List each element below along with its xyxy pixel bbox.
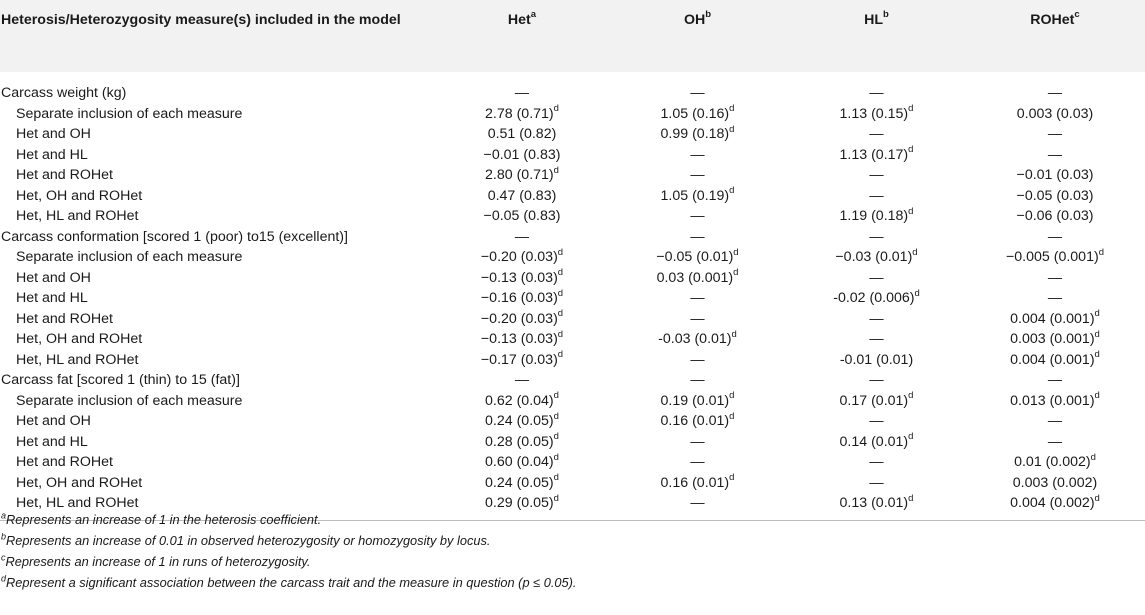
cell-hl [788,104,965,125]
cell-hl [788,227,965,248]
significance-marker: d [733,246,739,258]
cell-het [437,452,607,473]
header-het-label: Het [507,12,531,28]
table-row [0,329,1145,350]
trait-label: Carcass fat [scored 1 (thin) to 15 (fat)] [1,372,240,389]
cell-value: −0.01 (0.03) [1016,167,1094,184]
header-hl-label: HL [864,12,884,28]
cell-hl [788,309,965,330]
significance-marker: d [1094,390,1100,402]
header-hl [788,0,965,72]
cell-value: — [1047,146,1063,163]
cell-het [437,124,607,145]
cell-value: — [690,454,705,471]
cell-value: — [690,208,705,225]
cell-value: — [869,126,884,143]
cell-oh [607,247,788,268]
significance-marker: d [557,287,564,299]
cell-het [437,227,607,248]
cell-value: — [514,372,530,389]
significance-marker: d [729,103,735,115]
cell-rohet [965,186,1145,207]
cell-value: — [869,413,884,430]
cell-value: — [869,310,884,327]
cell-value: 1.13 (0.15) [839,105,909,122]
cell-het [437,391,607,412]
footnote-text: Represents an increase of 1 in runs of heterozygosity. [5,554,311,569]
model-label: Het, OH and ROHet [16,474,143,491]
cell-het [437,411,607,432]
model-label: Het and ROHet [16,310,113,327]
table-row [0,391,1145,412]
cell-value: — [690,146,705,163]
model-label: Separate inclusion of each measure [16,105,243,122]
cell-het [437,186,607,207]
significance-marker: d [557,349,564,361]
cell-value: 0.03 (0.001) [656,269,734,286]
cell-value: −0.06 (0.03) [1016,208,1094,225]
cell-value: — [690,85,705,102]
cell-value: — [869,85,884,102]
footnote [1,551,576,572]
model-label: Het and ROHet [16,454,113,471]
cell-value: — [1047,85,1063,102]
model-label: Het, OH and ROHet [16,187,143,204]
cell-het [437,329,607,350]
cell-value: 0.004 (0.001) [1010,351,1095,368]
significance-marker: d [908,431,914,443]
cell-value: −0.01 (0.83) [483,146,561,163]
table-body [0,72,1145,520]
cell-hl [788,473,965,494]
model-label: Het and ROHet [16,167,113,184]
significance-marker: d [557,308,564,320]
significance-marker: d [1098,246,1104,258]
significance-marker: d [557,328,564,340]
cell-value: −0.13 (0.03) [480,331,558,348]
footnote-text: Represents an increase of 1 in the heterosis coefficient. [6,512,322,527]
cell-value: 0.28 (0.05) [485,433,554,450]
significance-marker: d [1094,492,1100,504]
cell-oh [607,288,788,309]
cell-het [437,268,607,289]
header-hl-sup: b [883,9,889,21]
footnote-text: Represent a significant association between the carcass trait and the measure in question (p ≤ 0.05). [6,575,577,590]
table-row [0,452,1145,473]
significance-marker: d [1090,451,1096,463]
cell-value: — [1047,433,1063,450]
model-label: Separate inclusion of each measure [16,249,243,266]
cell-het [437,473,607,494]
table-row [0,124,1145,145]
table-header [0,0,1145,72]
cell-hl [788,432,965,453]
cell-oh [607,165,788,186]
significance-marker: d [553,103,559,115]
cell-value: 0.013 (0.001) [1010,392,1095,409]
header-het [437,0,607,72]
cell-hl [788,268,965,289]
cell-value: 0.16 (0.01) [660,413,730,430]
cell-value: 0.13 (0.01) [839,495,909,512]
cell-value: 0.62 (0.04) [485,392,554,409]
significance-marker: d [914,287,920,299]
significance-marker: d [908,144,914,156]
header-oh [607,0,788,72]
footnote-marker: c [1,552,6,563]
cell-value: 0.004 (0.001) [1010,310,1095,327]
table-row [0,268,1145,289]
header-oh-label: OH [683,12,706,28]
cell-rohet [965,104,1145,125]
header-measure-label: Heterosis/Heterozygosity measure(s) included in the model [1,12,401,28]
table-row [0,350,1145,371]
significance-marker: d [553,492,559,504]
footnote-marker: b [1,531,7,542]
cell-value: — [1047,290,1063,307]
cell-value: 0.003 (0.001) [1010,331,1095,348]
model-label: Het and HL [16,290,88,307]
cell-value: — [690,310,705,327]
header-row [0,0,1145,72]
cell-value: -0.03 (0.01) [658,331,732,348]
cell-oh [607,206,788,227]
cell-oh [607,329,788,350]
cell-oh [607,411,788,432]
cell-value: −0.20 (0.03) [480,249,558,266]
cell-oh [607,350,788,371]
cell-value: — [869,474,884,491]
cell-rohet [965,227,1145,248]
significance-marker: d [1094,308,1100,320]
cell-value: — [1047,413,1063,430]
cell-het [437,288,607,309]
footnote [1,509,576,530]
cell-value: — [514,85,530,102]
cell-rohet [965,452,1145,473]
header-rohet-label: ROHet [1030,12,1075,28]
table-row [0,247,1145,268]
table-row [0,72,1145,104]
cell-oh [607,72,788,104]
significance-marker: d [729,123,735,135]
table-row [0,145,1145,166]
cell-value: -0.02 (0.006) [833,290,915,307]
cell-value: — [869,167,884,184]
header-het-sup: a [530,9,537,21]
cell-value: — [690,372,705,389]
cell-value: — [869,454,884,471]
cell-value: — [1047,269,1063,286]
cell-rohet [965,350,1145,371]
cell-value: 0.24 (0.05) [485,413,554,430]
cell-value: 1.05 (0.16) [660,105,730,122]
cell-value: — [869,187,884,204]
cell-het [437,165,607,186]
cell-value: 2.78 (0.71) [485,105,554,122]
significance-marker: d [729,410,735,422]
header-rohet [965,0,1145,72]
cell-oh [607,227,788,248]
model-label: Het and HL [16,433,88,450]
trait-label: Carcass conformation [scored 1 (poor) to15 (excellent)] [1,228,348,245]
cell-hl [788,350,965,371]
significance-marker: d [729,390,735,402]
table-row [0,411,1145,432]
cell-rohet [965,411,1145,432]
cell-het [437,309,607,330]
cell-rohet [965,145,1145,166]
cell-value: 0.003 (0.002) [1012,474,1098,491]
cell-value: 0.19 (0.01) [660,392,730,409]
cell-value: — [1047,228,1063,245]
cell-value: 1.19 (0.18) [839,208,909,225]
cell-rohet [965,432,1145,453]
cell-value: −0.005 (0.001) [1006,249,1099,266]
cell-rohet [965,329,1145,350]
significance-marker: d [908,492,914,504]
cell-oh [607,391,788,412]
table-row [0,473,1145,494]
cell-value: 0.51 (0.82) [487,126,557,143]
significance-marker: d [912,246,918,258]
footnote-marker: d [1,573,7,584]
cell-het [437,104,607,125]
cell-oh [607,124,788,145]
cell-rohet [965,493,1145,520]
cell-het [437,247,607,268]
significance-marker: d [908,205,914,217]
cell-oh [607,186,788,207]
cell-value: 0.47 (0.83) [487,187,557,204]
cell-het [437,145,607,166]
cell-value: — [869,269,884,286]
cell-rohet [965,473,1145,494]
model-label: Het and OH [16,413,91,430]
footnote [1,530,576,551]
cell-value: 0.60 (0.04) [485,454,554,471]
footnote-text: Represents an increase of 0.01 in observed heterozygosity or homozygosity by locus. [6,533,491,548]
cell-rohet [965,370,1145,391]
model-label: Separate inclusion of each measure [16,392,243,409]
significance-marker: d [553,390,559,402]
cell-rohet [965,268,1145,289]
cell-het [437,370,607,391]
cell-value: — [869,372,884,389]
model-label: Het, HL and ROHet [16,208,139,225]
cell-rohet [965,165,1145,186]
significance-marker: d [733,267,739,279]
cell-hl [788,186,965,207]
cell-value: — [690,228,705,245]
footnote [1,572,576,593]
cell-hl [788,124,965,145]
cell-het [437,72,607,104]
cell-value: — [1047,126,1063,143]
cell-rohet [965,124,1145,145]
cell-rohet [965,309,1145,330]
cell-value: — [1047,372,1063,389]
cell-value: −0.05 (0.83) [483,208,561,225]
cell-value: −0.05 (0.01) [656,249,734,266]
cell-value: — [690,433,705,450]
cell-value: −0.17 (0.03) [480,351,558,368]
cell-oh [607,432,788,453]
model-label: Het, OH and ROHet [16,331,143,348]
cell-value: 0.24 (0.05) [485,474,554,491]
significance-marker: d [1094,349,1100,361]
significance-marker: d [553,472,559,484]
cell-value: 1.05 (0.19) [660,187,730,204]
cell-value: −0.20 (0.03) [480,310,558,327]
table-row [0,370,1145,391]
cell-hl [788,391,965,412]
significance-marker: d [557,246,564,258]
footnote-marker: a [1,510,7,521]
table-row [0,104,1145,125]
cell-value: — [869,331,884,348]
footnotes [1,509,576,593]
table-row [0,309,1145,330]
significance-marker: d [729,185,735,197]
table-row [0,186,1145,207]
cell-hl [788,206,965,227]
cell-hl [788,145,965,166]
model-label: Het, HL and ROHet [16,351,139,368]
cell-value: 0.16 (0.01) [660,474,730,491]
significance-marker: d [908,103,914,115]
cell-het [437,350,607,371]
cell-value: — [690,290,705,307]
cell-value: 2.80 (0.71) [485,167,554,184]
cell-hl [788,165,965,186]
cell-hl [788,72,965,104]
header-measure [0,0,437,72]
model-label: Het and HL [16,146,88,163]
cell-hl [788,370,965,391]
cell-value: 0.17 (0.01) [839,392,909,409]
cell-value: — [690,351,705,368]
cell-oh [607,473,788,494]
cell-value: 1.13 (0.17) [839,146,909,163]
cell-hl [788,288,965,309]
cell-hl [788,493,965,520]
significance-marker: d [908,390,914,402]
cell-oh [607,104,788,125]
significance-marker: d [553,451,559,463]
cell-value: — [869,228,884,245]
cell-value: 0.003 (0.03) [1016,105,1094,122]
model-label: Het and OH [16,126,91,143]
significance-marker: d [553,431,559,443]
cell-oh [607,493,788,520]
cell-value: 0.29 (0.05) [485,495,554,512]
cell-value: −0.13 (0.03) [480,269,558,286]
cell-rohet [965,247,1145,268]
significance-marker: d [731,328,737,340]
cell-value: 0.99 (0.18) [660,126,730,143]
cell-value: -0.01 (0.01) [839,351,914,368]
cell-hl [788,329,965,350]
cell-value: — [690,167,705,184]
trait-label: Carcass weight (kg) [1,85,127,102]
cell-het [437,432,607,453]
significance-marker: d [1094,328,1100,340]
model-label: Het and OH [16,269,91,286]
cell-value: −0.16 (0.03) [480,290,558,307]
table-row [0,206,1145,227]
significance-marker: d [557,267,564,279]
cell-oh [607,452,788,473]
header-oh-sup: b [705,9,712,21]
cell-rohet [965,72,1145,104]
cell-rohet [965,288,1145,309]
cell-het [437,206,607,227]
cell-value: 0.01 (0.002) [1014,454,1091,471]
cell-oh [607,309,788,330]
significance-marker: d [553,410,559,422]
model-label: Het, HL and ROHet [16,495,139,512]
cell-hl [788,247,965,268]
cell-oh [607,370,788,391]
cell-hl [788,452,965,473]
cell-hl [788,411,965,432]
cell-value: −0.05 (0.03) [1016,187,1094,204]
significance-marker: d [553,164,559,176]
cell-oh [607,268,788,289]
cell-oh [607,145,788,166]
header-rohet-sup: c [1074,9,1080,21]
table-row [0,288,1145,309]
cell-value: −0.03 (0.01) [835,249,913,266]
cell-value: 0.14 (0.01) [839,433,909,450]
table-row [0,227,1145,248]
table-row [0,165,1145,186]
table-row [0,432,1145,453]
cell-value: — [514,228,530,245]
cell-value: — [690,495,705,512]
significance-marker: d [729,472,735,484]
cell-value: 0.004 (0.002) [1010,495,1095,512]
cell-rohet [965,206,1145,227]
cell-rohet [965,391,1145,412]
